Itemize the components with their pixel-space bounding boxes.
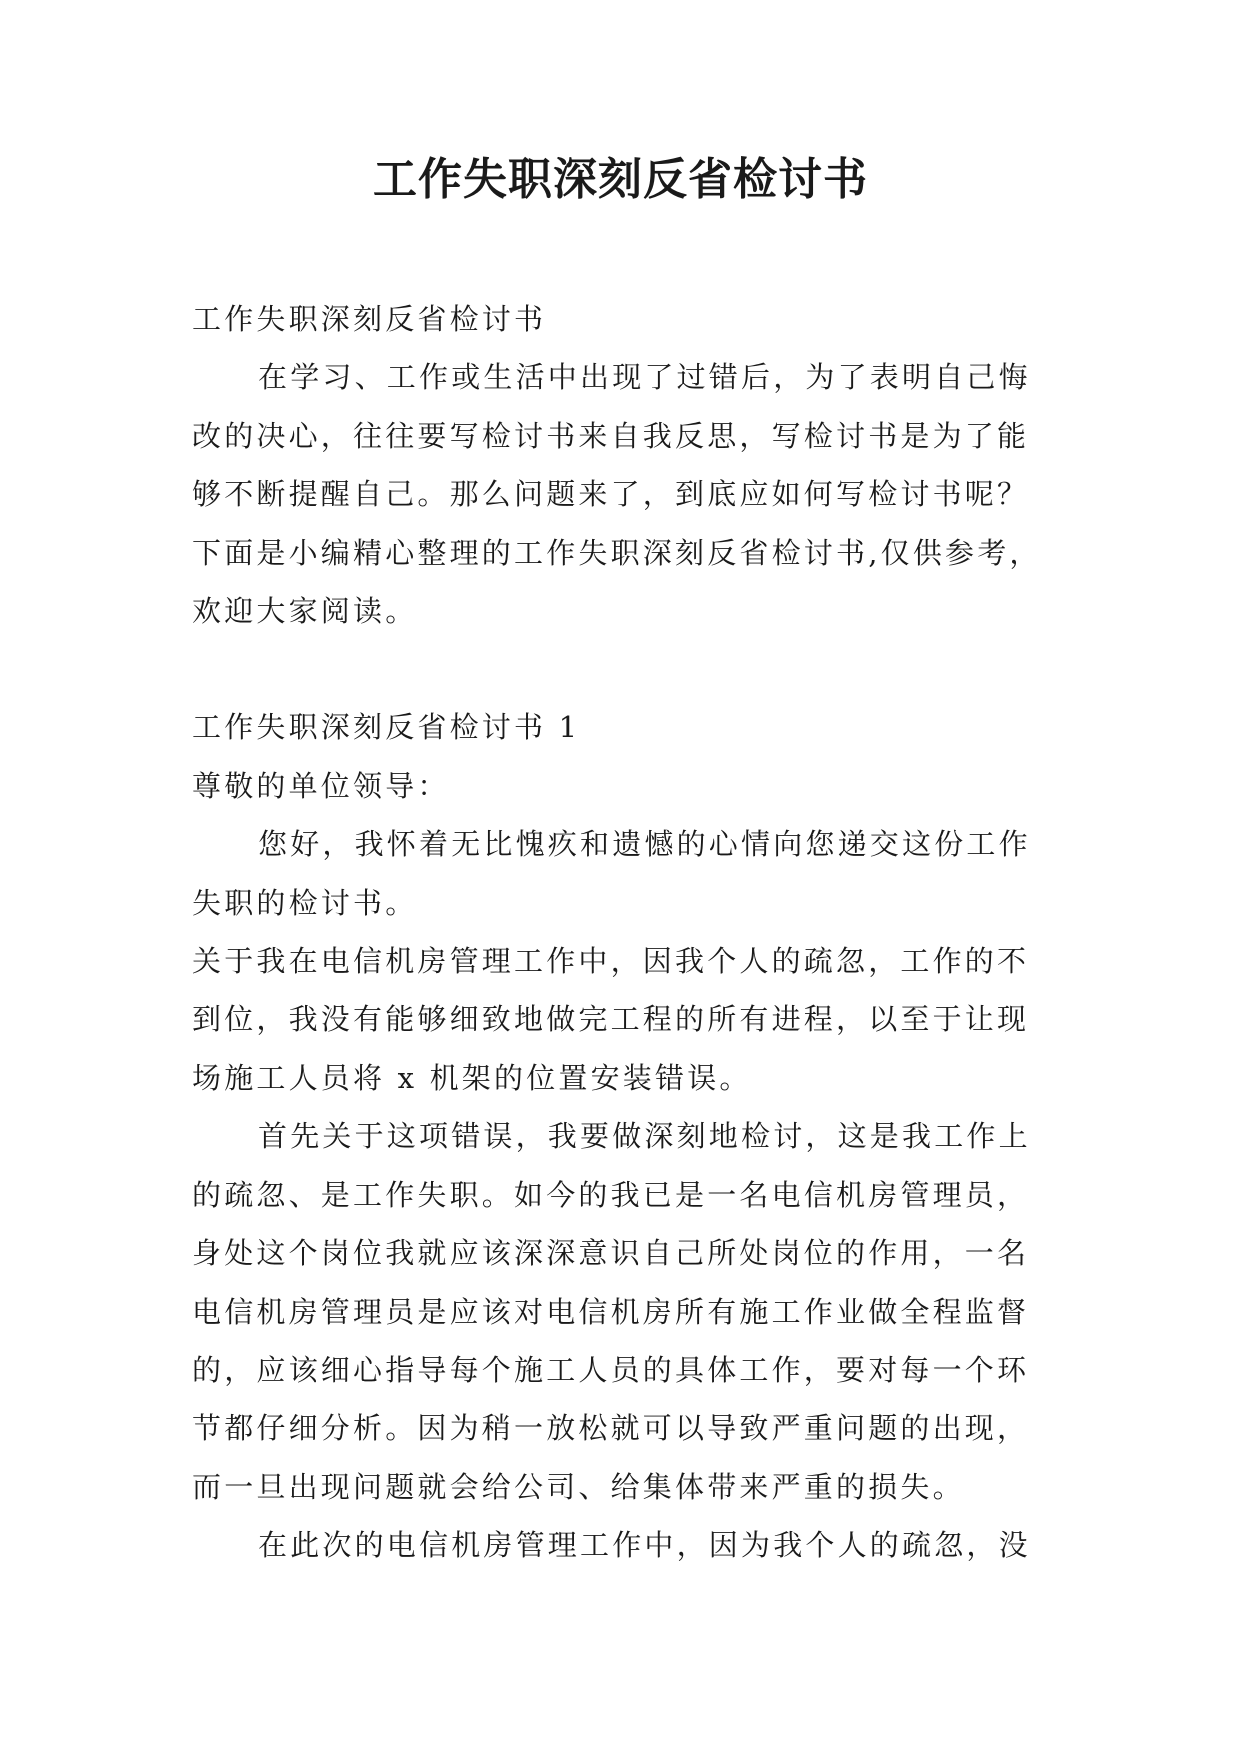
salutation: 尊敬的单位领导： (192, 768, 450, 803)
reflection-paragraph: 首先关于这项错误，我要做深刻地检讨，这是我工作上的疏忽、是工作失职。如今的我已是一名电信机房管理员，身处这个岗位我就应该深深意识自己所处岗位的作用，一名电信机房管理员是应该对电信机房所有施工作业做全程监督的，应该细心指导每个施工人员的具体工作，要对每一个环节都仔细分析。因为稍一放松就可以导致严重问题的出现，而一旦出现问题就会给公司、给集体带来严重的损失。 (192, 1119, 1031, 1504)
intro-heading: 工作失职深刻反省检讨书 (192, 302, 547, 336)
document-body (192, 290, 1052, 1575)
greeting-paragraph: 您好，我怀着无比愧疚和遗憾的心情向您递交这份工作失职的检讨书。 (192, 827, 1031, 920)
section-gap (192, 640, 1052, 698)
incident-paragraph: 关于我在电信机房管理工作中，因我个人的疏忽，工作的不到位，我没有能够细致地做完工程的所有进程，以至于让现场施工人员将 x 机架的位置安装错误。 (192, 944, 1030, 1095)
intro-paragraph: 在学习、工作或生活中出现了过错后，为了表明自己悔改的决心，往往要写检讨书来自我反思，写检讨书是为了能够不断提醒自己。那么问题来了，到底应如何写检讨书呢？下面是小编精心整理的工作失职深刻反省检讨书,仅供参考，欢迎大家阅读。 (192, 360, 1042, 629)
section-heading: 工作失职深刻反省检讨书 1 (192, 710, 581, 745)
continuation-paragraph: 在此次的电信机房管理工作中，因为我个人的疏忽，没 (258, 1528, 1031, 1563)
document-title: 工作失职深刻反省检讨书 (373, 154, 868, 205)
